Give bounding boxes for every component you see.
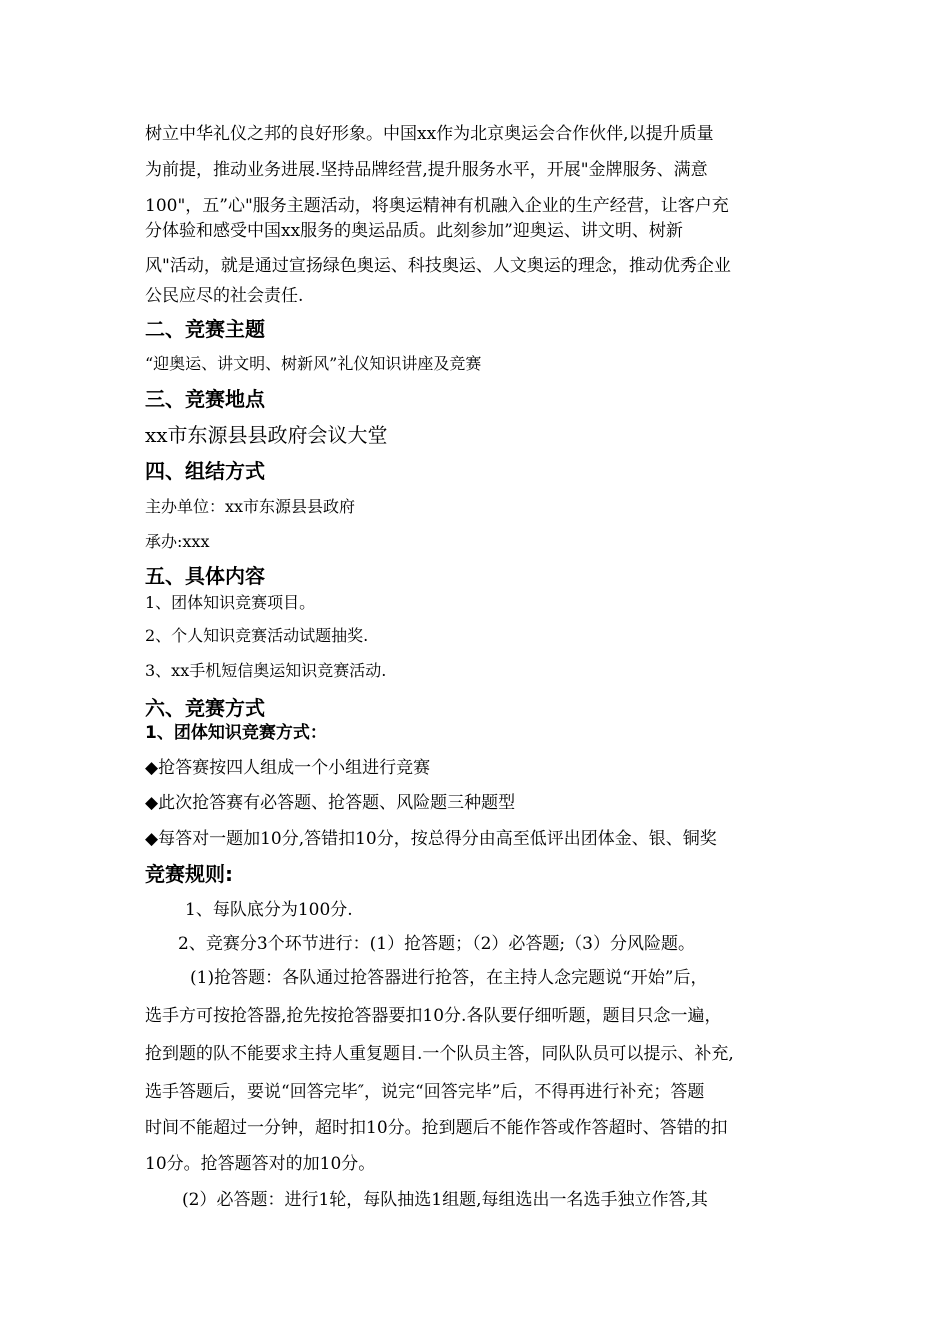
method-bullet: ◆每答对一题加10分,答错扣10分，按总得分由高至低评出团体金、银、铜奖	[145, 829, 717, 849]
method-bullet: ◆抢答赛按四人组成一个小组进行竞赛	[145, 758, 431, 778]
method-bullet: ◆此次抢答赛有必答题、抢答题、风险题三种题型	[145, 793, 516, 813]
team-method-subheading: 1、团体知识竞赛方式：	[145, 723, 327, 743]
intro-line: 公民应尽的社会责任.	[145, 286, 304, 306]
rule-paragraph-line: 时间不能超过一分钟，超时扣10分。抢到题后不能作答或作答超时、答错的扣	[145, 1118, 728, 1138]
section-heading-venue: 三、竞赛地点	[145, 387, 265, 411]
rule-paragraph-line: 抢到题的队不能要求主持人重复题目.一个队员主答，同队队员可以提示、补充,	[145, 1044, 734, 1064]
intro-line: 树立中华礼仪之邦的良好形象。中国xx作为北京奥运会合作伙伴,以提升质量	[145, 124, 714, 144]
rule-item: 2、竞赛分3个环节进行：(1）抢答题；（2）必答题;（3）分风险题。	[178, 934, 695, 954]
section-heading-content: 五、具体内容	[145, 564, 265, 588]
rule-paragraph-line: 选手方可按抢答器,抢先按抢答器要扣10分.各队要仔细听题，题目只念一遍，	[145, 1006, 722, 1026]
rule-paragraph-line: 10分。抢答题答对的加10分。	[145, 1154, 376, 1174]
section-heading-organization: 四、组结方式	[145, 459, 265, 483]
content-item: 1、团体知识竞赛项目。	[145, 593, 316, 612]
rule-paragraph-line: (1)抢答题：各队通过抢答器进行抢答，在主持人念完题说“开始”后，	[190, 968, 708, 988]
section-heading-theme: 二、竞赛主题	[145, 317, 265, 341]
theme-text: “迎奥运、讲文明、树新风”礼仪知识讲座及竞赛	[145, 354, 482, 373]
content-item: 2、个人知识竞赛活动试题抽奖.	[145, 626, 369, 645]
rule-paragraph-line: (2）必答题：进行1轮，每队抽选1组题,每组选出一名选手独立作答,其	[182, 1190, 708, 1210]
rule-item: 1、每队底分为100分.	[185, 900, 353, 920]
rule-paragraph-line: 选手答题后，要说“回答完毕″，说完“回答完毕”后，不得再进行补充；答题	[145, 1082, 705, 1102]
rules-heading: 竞赛规则:	[145, 862, 233, 886]
section-heading-method: 六、竞赛方式	[145, 696, 265, 720]
intro-line: 为前提，推动业务进展.坚持品牌经营,提升服务水平，开展"金牌服务、满意	[145, 160, 708, 180]
content-item: 3、xx手机短信奥运知识竞赛活动.	[145, 661, 387, 680]
intro-line: 100"，五”心"服务主题活动，将奥运精神有机融入企业的生产经营，让客户充	[145, 196, 729, 216]
organizer-text: 主办单位：xx市东源县县政府	[145, 497, 356, 516]
intro-line: 风"活动，就是通过宣扬绿色奥运、科技奥运、人文奥运的理念，推动优秀企业	[145, 256, 731, 276]
venue-text: xx市东源县县政府会议大堂	[145, 423, 388, 447]
intro-line: 分体验和感受中国xx服务的奥运品质。此刻参加”迎奥运、讲文明、树新	[145, 221, 683, 241]
undertaker-text: 承办:xxx	[145, 532, 210, 551]
